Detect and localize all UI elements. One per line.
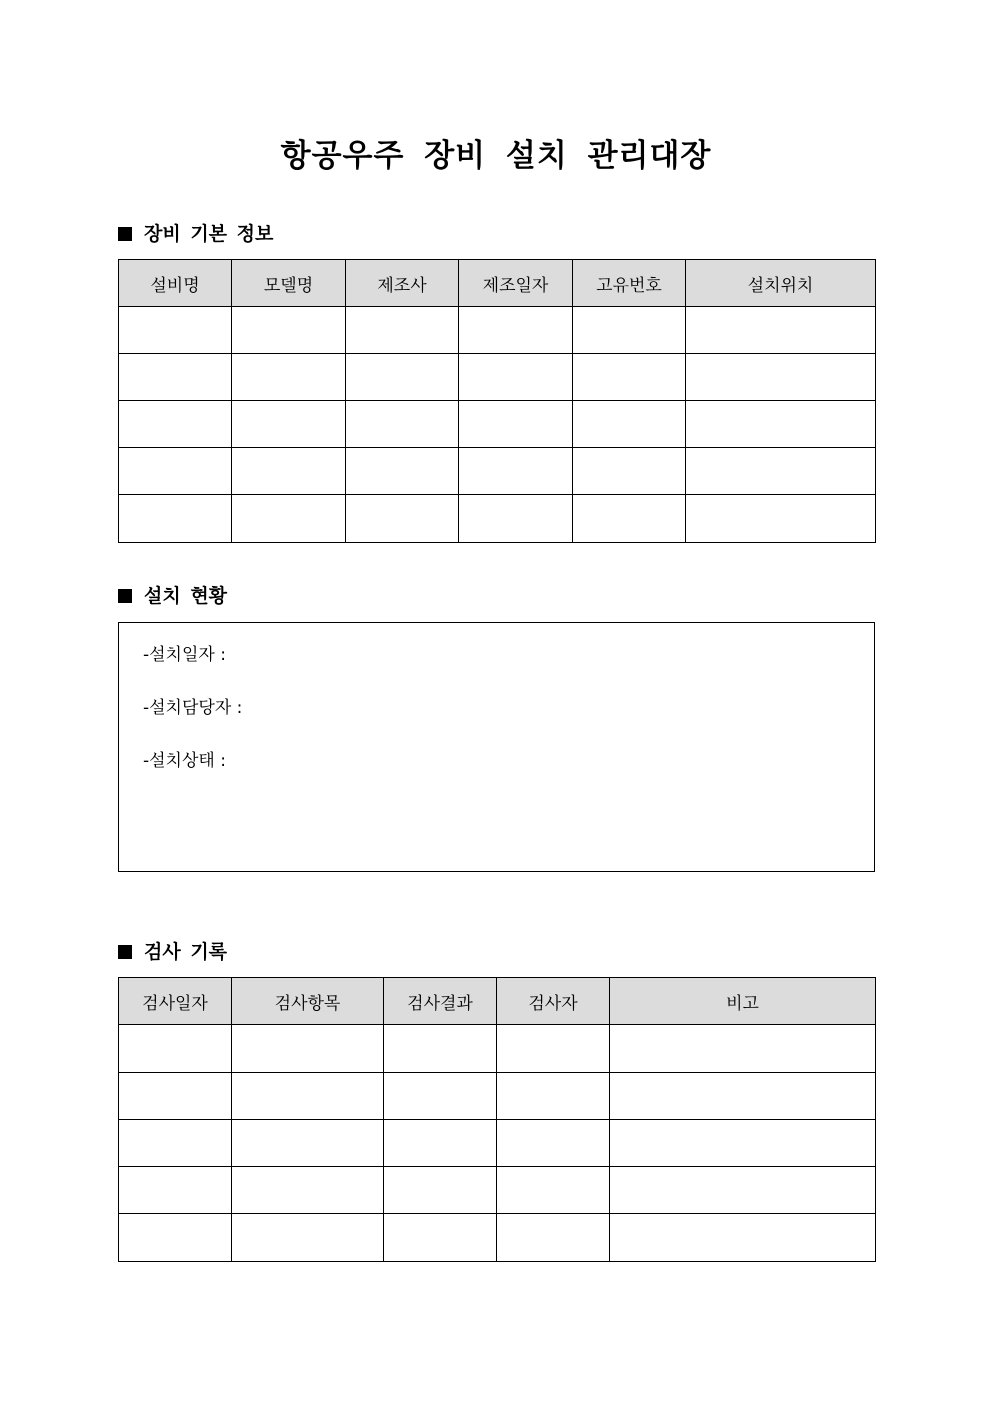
table-cell[interactable]	[384, 1167, 497, 1214]
square-bullet-icon	[118, 227, 132, 241]
equipment-section-heading	[118, 221, 273, 247]
table-cell[interactable]	[232, 354, 346, 401]
table-cell[interactable]	[346, 495, 459, 543]
table-cell[interactable]	[346, 401, 459, 448]
install-date-field[interactable]: -설치일자 :	[143, 645, 226, 665]
table-cell[interactable]	[610, 1214, 876, 1262]
table-cell[interactable]	[232, 1214, 384, 1262]
column-header: 모델명	[232, 260, 346, 307]
column-header: 설비명	[119, 260, 232, 307]
column-header: 비고	[610, 978, 876, 1025]
square-bullet-icon	[118, 589, 132, 603]
column-header: 고유번호	[573, 260, 686, 307]
table-cell[interactable]	[459, 448, 573, 495]
table-cell[interactable]	[610, 1120, 876, 1167]
table-cell[interactable]	[497, 1167, 610, 1214]
table-cell[interactable]	[119, 307, 232, 354]
table-cell[interactable]	[497, 1073, 610, 1120]
table-row	[119, 401, 876, 448]
table-row	[119, 1025, 876, 1073]
table-cell[interactable]	[573, 354, 686, 401]
table-cell[interactable]	[232, 1025, 384, 1073]
column-header: 설치위치	[686, 260, 876, 307]
install-state-field[interactable]: -설치상태 :	[143, 751, 226, 771]
square-bullet-icon	[118, 945, 132, 959]
page-title: 항공우주 장비 설치 관리대장	[280, 138, 712, 174]
column-header: 검사자	[497, 978, 610, 1025]
table-cell[interactable]	[573, 307, 686, 354]
table-cell[interactable]	[610, 1073, 876, 1120]
table-cell[interactable]	[459, 495, 573, 543]
column-header: 검사결과	[384, 978, 497, 1025]
table-cell[interactable]	[346, 307, 459, 354]
table-cell[interactable]	[119, 1167, 232, 1214]
table-cell[interactable]	[346, 448, 459, 495]
table-cell[interactable]	[119, 401, 232, 448]
table-cell[interactable]	[610, 1025, 876, 1073]
table-cell[interactable]	[497, 1025, 610, 1073]
table-cell[interactable]	[497, 1120, 610, 1167]
table-cell[interactable]	[346, 354, 459, 401]
table-cell[interactable]	[119, 448, 232, 495]
table-row	[119, 495, 876, 543]
table-cell[interactable]	[686, 448, 876, 495]
table-cell[interactable]	[232, 307, 346, 354]
table-row	[119, 307, 876, 354]
table-cell[interactable]	[459, 401, 573, 448]
table-row	[119, 1214, 876, 1262]
table-cell[interactable]	[119, 1025, 232, 1073]
column-header: 제조사	[346, 260, 459, 307]
table-cell[interactable]	[573, 495, 686, 543]
installation-section-title: 설치 현황	[144, 585, 228, 607]
table-cell[interactable]	[686, 401, 876, 448]
inspection-section-title: 검사 기록	[144, 941, 228, 963]
table-row	[119, 1120, 876, 1167]
table-cell[interactable]	[119, 1120, 232, 1167]
table-cell[interactable]	[384, 1025, 497, 1073]
table-cell[interactable]	[384, 1120, 497, 1167]
table-cell[interactable]	[610, 1167, 876, 1214]
table-cell[interactable]	[232, 448, 346, 495]
column-header: 제조일자	[459, 260, 573, 307]
table-row	[119, 1167, 876, 1214]
inspection-table-header	[119, 978, 876, 1025]
table-cell[interactable]	[232, 495, 346, 543]
table-cell[interactable]	[686, 354, 876, 401]
installation-status-box	[118, 622, 875, 872]
table-row	[119, 448, 876, 495]
table-cell[interactable]	[573, 448, 686, 495]
table-cell[interactable]	[686, 307, 876, 354]
table-cell[interactable]	[119, 495, 232, 543]
table-row	[119, 354, 876, 401]
table-cell[interactable]	[573, 401, 686, 448]
table-cell[interactable]	[459, 307, 573, 354]
table-cell[interactable]	[119, 354, 232, 401]
table-cell[interactable]	[232, 1073, 384, 1120]
equipment-table-header	[119, 260, 876, 307]
table-cell[interactable]	[384, 1073, 497, 1120]
table-cell[interactable]	[232, 1120, 384, 1167]
inspection-table	[118, 977, 876, 1262]
table-cell[interactable]	[119, 1214, 232, 1262]
table-cell[interactable]	[232, 1167, 384, 1214]
table-cell[interactable]	[459, 354, 573, 401]
table-row	[119, 1073, 876, 1120]
column-header: 검사항목	[232, 978, 384, 1025]
column-header: 검사일자	[119, 978, 232, 1025]
equipment-table	[118, 259, 876, 543]
table-cell[interactable]	[119, 1073, 232, 1120]
table-cell[interactable]	[686, 495, 876, 543]
table-cell[interactable]	[497, 1214, 610, 1262]
table-cell[interactable]	[232, 401, 346, 448]
equipment-section-title: 장비 기본 정보	[144, 223, 274, 245]
installation-section-heading	[118, 583, 227, 609]
inspection-section-heading	[118, 939, 227, 965]
install-manager-field[interactable]: -설치담당자 :	[143, 698, 243, 718]
table-cell[interactable]	[384, 1214, 497, 1262]
